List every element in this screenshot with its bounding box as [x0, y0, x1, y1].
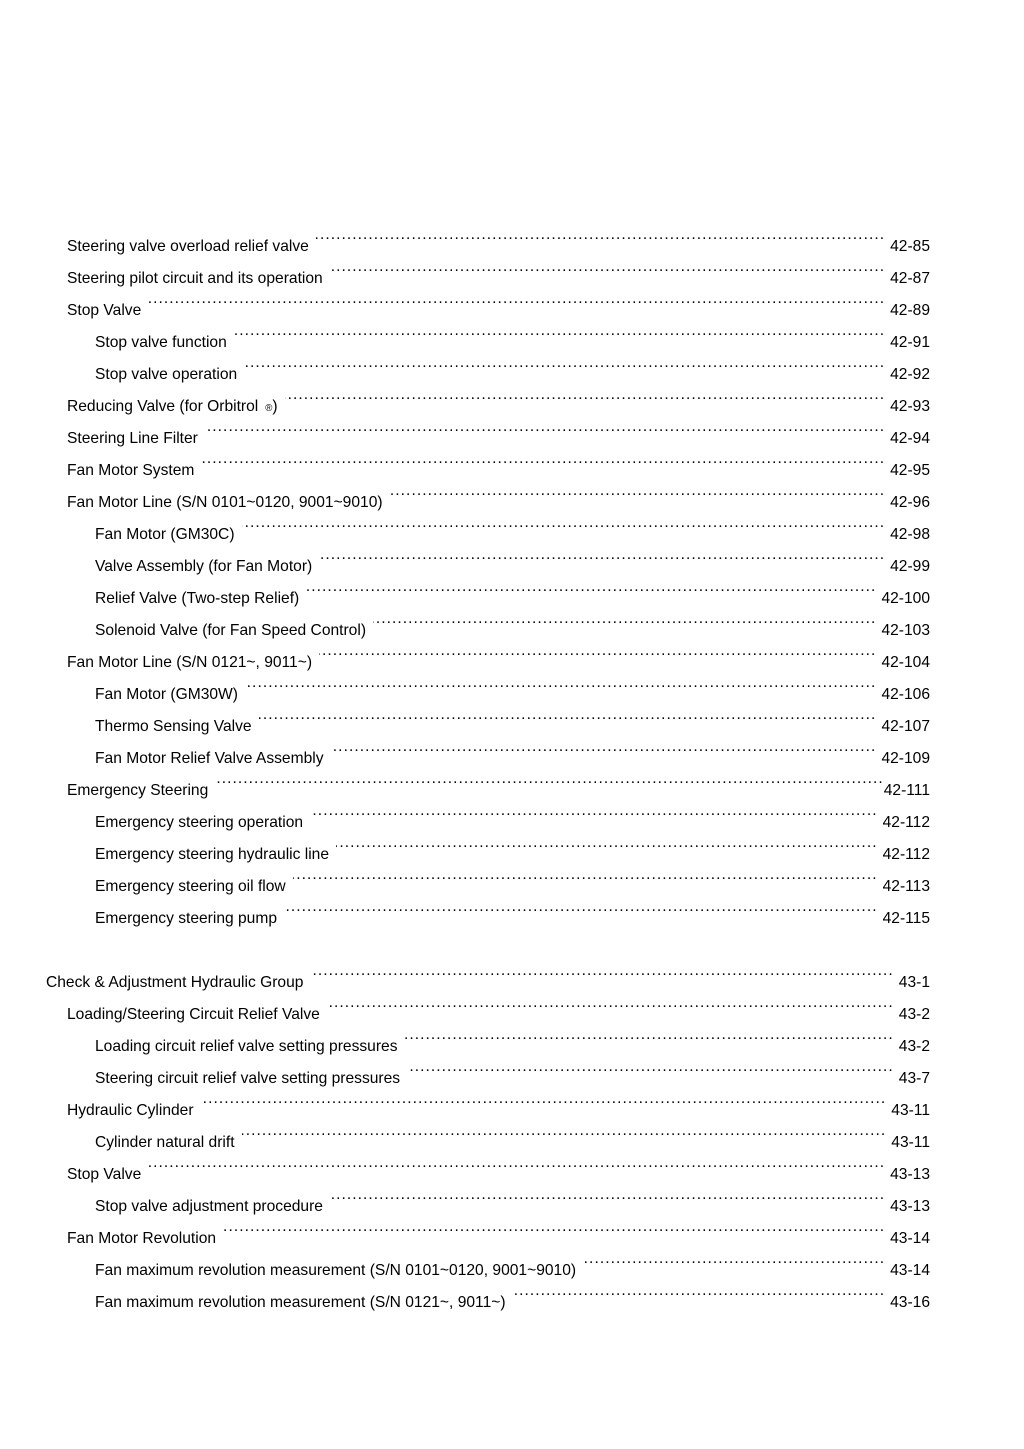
toc-entry-title: Steering pilot circuit and its operation — [67, 270, 323, 287]
toc-entry-page-number: 43-14 — [890, 1262, 930, 1279]
toc-entry-page-number: 42-89 — [890, 302, 930, 319]
toc-entry-page-number: 43-2 — [898, 1006, 930, 1023]
toc-entry-title: Fan Motor Line (S/N 0121~, 9011~) — [67, 654, 313, 671]
toc-entry[interactable] — [0, 615, 1024, 647]
toc-entry[interactable] — [0, 1127, 1024, 1159]
toc-entry[interactable] — [0, 519, 1024, 551]
toc-entry[interactable] — [0, 871, 1024, 903]
toc-dot-leader — [319, 555, 885, 571]
toc-entry-title: Fan Motor Relief Valve Assembly — [95, 750, 324, 767]
toc-entry-title-tail: ) — [272, 398, 278, 415]
toc-entry[interactable] — [0, 295, 1024, 327]
toc-dot-leader — [390, 491, 886, 507]
toc-entry[interactable] — [0, 263, 1024, 295]
toc-dot-leader — [513, 1291, 886, 1307]
toc-entry-title: Relief Valve (Two-step Relief) — [95, 590, 300, 607]
toc-entry-title: Emergency Steering — [67, 782, 209, 799]
toc-entry[interactable] — [0, 551, 1024, 583]
toc-dot-leader — [148, 299, 885, 315]
toc-entry[interactable] — [0, 967, 1024, 999]
toc-dot-leader — [306, 587, 876, 603]
toc-entry-page-number: 43-11 — [891, 1134, 930, 1151]
toc-dot-leader — [336, 843, 878, 859]
toc-entry-page-number: 42-107 — [881, 718, 930, 735]
toc-entry-title: Fan Motor Line (S/N 0101~0120, 9001~9010) — [67, 494, 383, 511]
toc-dot-leader — [205, 427, 885, 443]
toc-entry-title: Fan maximum revolution measurement (S/N 0101~0120, 9001~9010) — [95, 1262, 577, 1279]
toc-entry[interactable] — [0, 231, 1024, 263]
toc-entry-page-number: 42-96 — [890, 494, 930, 511]
toc-entry[interactable] — [0, 327, 1024, 359]
toc-entry-page-number: 42-113 — [882, 878, 930, 895]
toc-entry-page-number: 42-94 — [890, 430, 930, 447]
toc-entry-title: Fan Motor System — [67, 462, 195, 479]
toc-entry[interactable] — [0, 1287, 1024, 1319]
toc-entry-page-number: 42-99 — [890, 558, 930, 575]
toc-entry-title: Stop valve operation — [95, 366, 238, 383]
toc-entry[interactable] — [0, 1223, 1024, 1255]
toc-entry[interactable] — [0, 999, 1024, 1031]
toc-entry-title: Solenoid Valve (for Fan Speed Control) — [95, 622, 367, 639]
toc-entry-page-number: 42-87 — [890, 270, 930, 287]
toc-entry-page-number: 43-13 — [890, 1198, 930, 1215]
toc-dot-leader — [284, 907, 878, 923]
toc-entry[interactable] — [0, 711, 1024, 743]
toc-dot-leader — [407, 1067, 894, 1083]
toc-entry-title: Cylinder natural drift — [95, 1134, 235, 1151]
toc-entry-title: Fan Motor Revolution — [67, 1230, 217, 1247]
toc-dot-leader — [244, 363, 885, 379]
toc-entry-page-number: 43-2 — [898, 1038, 930, 1055]
toc-dot-leader — [316, 235, 885, 251]
toc-entry-title: Emergency steering oil flow — [95, 878, 286, 895]
toc-entry-page-number: 42-91 — [890, 334, 930, 351]
toc-entry-page-number: 42-106 — [881, 686, 930, 703]
toc-entry[interactable] — [0, 583, 1024, 615]
toc-dot-leader — [310, 811, 878, 827]
toc-dot-leader — [405, 1035, 894, 1051]
toc-entry[interactable] — [0, 1031, 1024, 1063]
toc-dot-leader — [223, 1227, 885, 1243]
toc-dot-leader — [373, 619, 876, 635]
toc-entry[interactable] — [0, 1095, 1024, 1127]
toc-dot-leader — [293, 875, 878, 891]
toc-entry-title: Emergency steering hydraulic line — [95, 846, 330, 863]
toc-entry-title: Emergency steering operation — [95, 814, 304, 831]
toc-entry-page-number: 43-11 — [891, 1102, 930, 1119]
toc-entry-title: Loading/Steering Circuit Relief Valve — [67, 1006, 320, 1023]
toc-entry-title: Emergency steering pump — [95, 910, 278, 927]
toc-group-spacer — [0, 935, 1024, 967]
toc-dot-leader — [310, 971, 893, 987]
toc-entry[interactable] — [0, 775, 1024, 807]
toc-entry-title: Stop Valve — [67, 302, 142, 319]
toc-entry-page-number: 42-93 — [890, 398, 930, 415]
toc-entry-title: Stop Valve — [67, 1166, 142, 1183]
toc-dot-leader — [215, 779, 883, 795]
toc-entry[interactable]: Reducing Valve (for Orbitrol ® ) ..... 42-93 — [0, 391, 1024, 423]
toc-dot-leader — [201, 459, 885, 475]
toc-entry[interactable] — [0, 455, 1024, 487]
toc-dot-leader — [330, 1195, 885, 1211]
toc-entry-page-number: 42-112 — [882, 846, 930, 863]
toc-entry-page-number: 43-14 — [890, 1230, 930, 1247]
toc-entry[interactable] — [0, 359, 1024, 391]
toc-dot-leader — [330, 267, 885, 283]
toc-dot-leader — [327, 1003, 894, 1019]
toc-entry[interactable] — [0, 743, 1024, 775]
toc-entry[interactable] — [0, 679, 1024, 711]
toc-dot-leader — [245, 683, 876, 699]
toc-entry[interactable] — [0, 1191, 1024, 1223]
toc-entry-page-number: 42-111 — [883, 782, 930, 799]
toc-entry-title: Check & Adjustment Hydraulic Group — [46, 974, 304, 991]
toc-dot-leader — [242, 1131, 887, 1147]
toc-entry-title: Stop valve adjustment procedure — [95, 1198, 323, 1215]
toc-entry-page-number: 42-98 — [890, 526, 930, 543]
toc-entry-title: Reducing Valve (for Orbitrol — [67, 398, 259, 415]
toc-entry-page-number: 43-16 — [890, 1294, 930, 1311]
toc-entry-page-number: 42-104 — [881, 654, 930, 671]
toc-entry[interactable] — [0, 487, 1024, 519]
toc-entry[interactable] — [0, 807, 1024, 839]
toc-dot-leader — [259, 715, 877, 731]
toc-entry-title: Fan Motor (GM30C) — [95, 526, 235, 543]
toc-entry-title: Thermo Sensing Valve — [95, 718, 252, 735]
toc-entry[interactable] — [0, 903, 1024, 935]
toc-dot-leader — [234, 331, 885, 347]
toc-dot-leader — [319, 651, 876, 667]
toc-entry-page-number: 42-115 — [882, 910, 930, 927]
table-of-contents — [0, 231, 1024, 1319]
toc-entry[interactable] — [0, 839, 1024, 871]
toc-dot-leader — [242, 523, 886, 539]
toc-entry-title: Stop valve function — [95, 334, 227, 351]
toc-entry-title: Fan Motor (GM30W) — [95, 686, 238, 703]
toc-entry-page-number: 43-1 — [898, 974, 930, 991]
toc-entry-title: Fan maximum revolution measurement (S/N 0121~, 9011~) — [95, 1294, 506, 1311]
toc-entry-page-number: 42-109 — [881, 750, 930, 767]
toc-entry[interactable] — [0, 423, 1024, 455]
toc-entry-page-number: 42-85 — [890, 238, 930, 255]
toc-entry[interactable] — [0, 1159, 1024, 1191]
toc-dot-leader — [583, 1259, 885, 1275]
toc-entry-page-number: 43-7 — [898, 1070, 930, 1087]
toc-entry[interactable] — [0, 1063, 1024, 1095]
toc-entry[interactable] — [0, 1255, 1024, 1287]
toc-entry-page-number: 42-92 — [890, 366, 930, 383]
toc-entry-page-number: 43-13 — [890, 1166, 930, 1183]
toc-entry-title: Valve Assembly (for Fan Motor) — [95, 558, 313, 575]
toc-entry-title: Loading circuit relief valve setting pressures — [95, 1038, 398, 1055]
toc-entry-title: Steering valve overload relief valve — [67, 238, 309, 255]
toc-entry-title: Steering circuit relief valve setting pressures — [95, 1070, 401, 1087]
toc-entry-page-number: 42-100 — [881, 590, 930, 607]
toc-dot-leader — [148, 1163, 885, 1179]
toc-entry[interactable] — [0, 647, 1024, 679]
toc-entry-title: Hydraulic Cylinder — [67, 1102, 194, 1119]
toc-dot-leader — [331, 747, 877, 763]
toc-entry-page-number: 42-103 — [881, 622, 930, 639]
toc-dot-leader — [201, 1099, 887, 1115]
toc-entry-page-number: 42-112 — [882, 814, 930, 831]
toc-entry-title: Steering Line Filter — [67, 430, 198, 447]
toc-entry-page-number: 42-95 — [890, 462, 930, 479]
toc-dot-leader — [285, 395, 886, 411]
